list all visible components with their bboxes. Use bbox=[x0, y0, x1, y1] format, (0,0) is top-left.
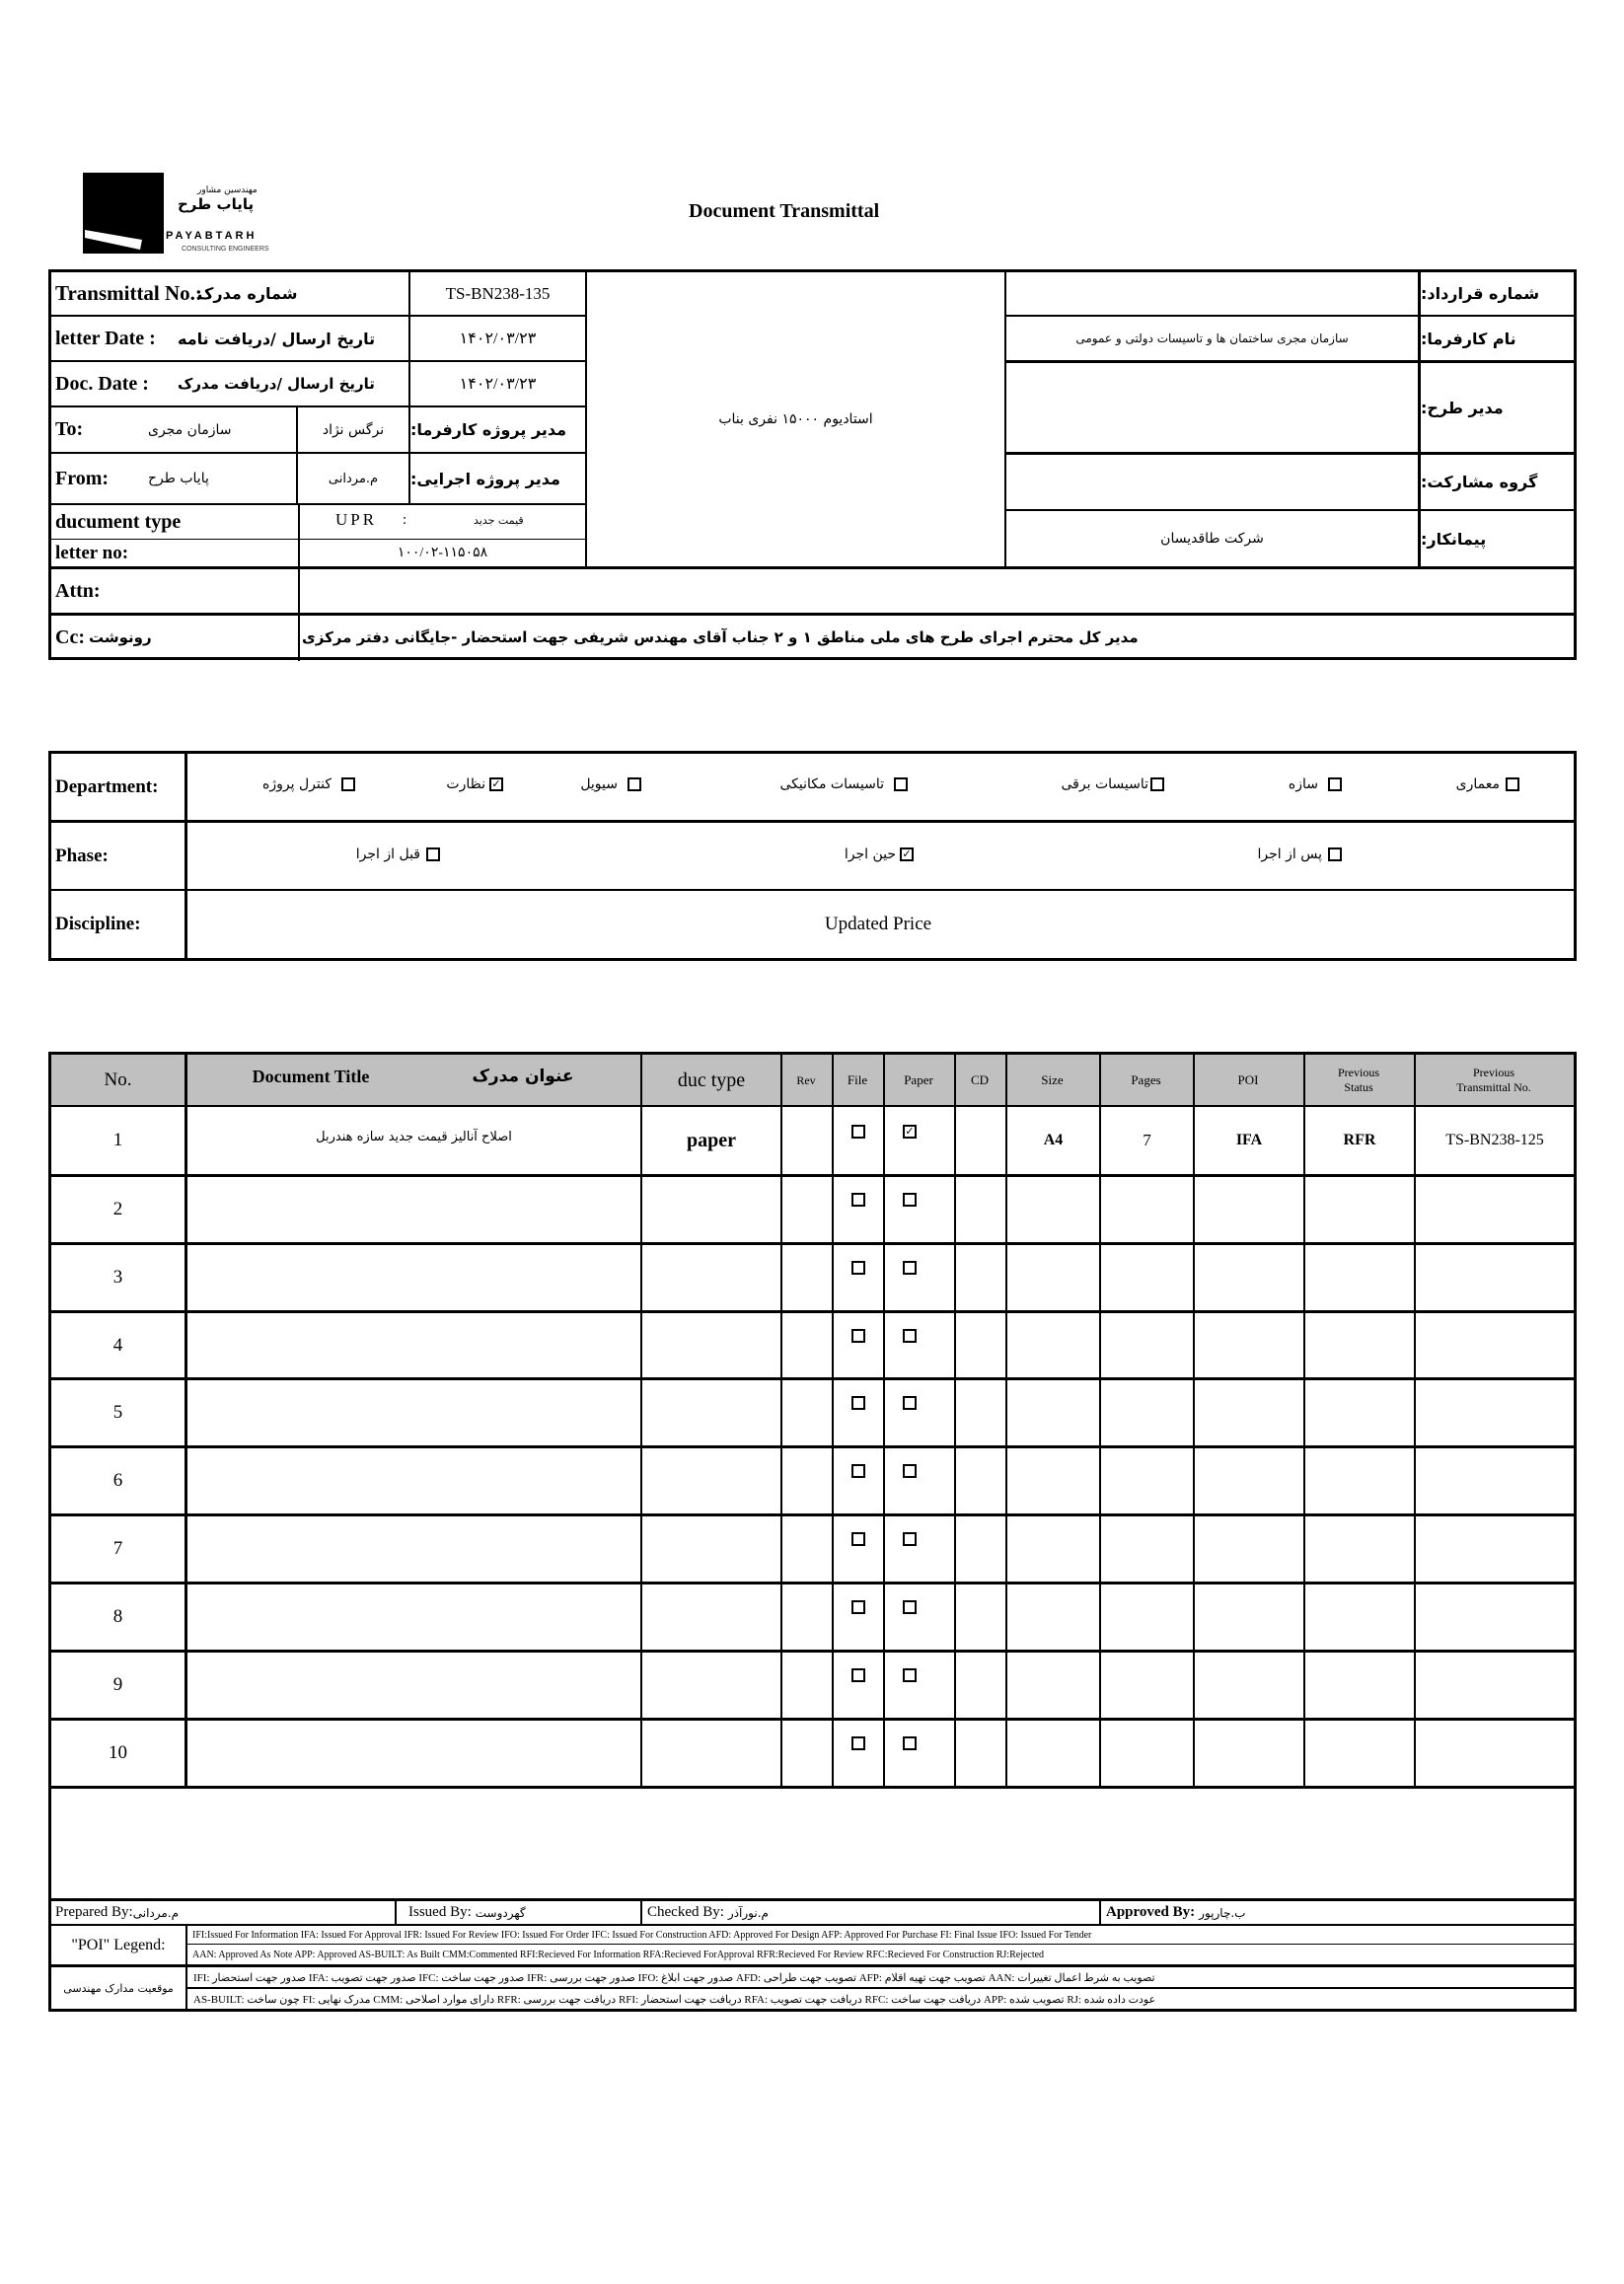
logo-mark-icon bbox=[83, 173, 164, 254]
checkbox-icon[interactable] bbox=[1328, 847, 1342, 861]
exec-pm-label: مدیر پروژه اجرایی: bbox=[410, 469, 560, 488]
logo-text-en-sub: CONSULTING ENGINEERS bbox=[182, 246, 269, 253]
row-1-prev-transmittal: TS-BN238-125 bbox=[1445, 1132, 1544, 1148]
department-option-supervision[interactable]: ✓ نظارت bbox=[434, 767, 503, 802]
discipline-label: Discipline: bbox=[55, 914, 141, 934]
phase-option-after[interactable]: پس از اجرا bbox=[1233, 837, 1342, 872]
contractor-label: پیمانکار: bbox=[1421, 529, 1487, 549]
checkbox-checked-icon[interactable]: ✓ bbox=[489, 777, 503, 791]
col-header-rev: Rev bbox=[796, 1072, 816, 1087]
col-header-duc-type: duc type bbox=[677, 1068, 746, 1091]
client-pm-name: نرگس نژاد bbox=[322, 421, 385, 438]
status-legend-label: موقعیت مدارک مهندسی bbox=[63, 1981, 174, 1995]
row-3-no: 3 bbox=[112, 1267, 123, 1288]
row-2-no: 2 bbox=[112, 1199, 123, 1219]
row-1-title: اصلاح آنالیز قیمت جدید سازه هندربل bbox=[316, 1129, 512, 1144]
contractor-value: شرکت طاقدیسان bbox=[1160, 531, 1264, 547]
logo-text-fa-small: مهندسین مشاور bbox=[197, 185, 258, 195]
documents-table-frame bbox=[48, 1052, 1577, 2012]
logo-text-en-name: PAYABTARH bbox=[166, 230, 258, 242]
checkbox-icon[interactable] bbox=[894, 777, 908, 791]
doc-type-label: ducument type bbox=[55, 510, 182, 533]
letter-date-label-fa: تاریخ ارسال /دریافت نامه bbox=[178, 329, 375, 348]
issued-by: Issued By: گهردوست bbox=[408, 1904, 526, 1920]
department-option-structure[interactable]: سازه bbox=[1263, 767, 1342, 802]
col-header-prev-transmittal: Previous Transmittal No. bbox=[1456, 1066, 1531, 1094]
discipline-value: Updated Price bbox=[824, 914, 932, 934]
project-name: استادیوم ۱۵۰۰۰ نفری بناب bbox=[718, 411, 873, 427]
checkbox-checked-icon[interactable]: ✓ bbox=[900, 847, 914, 861]
col-header-size: Size bbox=[1041, 1072, 1064, 1087]
transmittal-no-label-fa: شماره مدرک bbox=[197, 284, 298, 303]
checkbox-checked-icon[interactable]: ✓ bbox=[903, 1125, 917, 1139]
cc-value: مدیر کل محترم اجرای طرح های ملی مناطق ۱ و ۲ جناب آقای مهندس شریفی جهت استحضار -جایگانی دفتر مرکزی bbox=[302, 628, 1139, 646]
col-header-pages: Pages bbox=[1131, 1072, 1161, 1087]
page-title: Document Transmittal bbox=[689, 200, 880, 222]
partnership-label: گروه مشارکت: bbox=[1421, 473, 1538, 491]
col-header-file: File bbox=[847, 1072, 868, 1087]
contract-no-label: شماره قرارداد: bbox=[1421, 284, 1540, 303]
exec-pm-name: م.مردانی bbox=[328, 471, 379, 486]
letter-no-label: letter no: bbox=[55, 542, 129, 563]
doc-type-code: UPR bbox=[335, 510, 378, 529]
attn-label: Attn: bbox=[55, 579, 101, 602]
contract-no-value bbox=[1006, 272, 1418, 315]
poi-legend-label: "POI" Legend: bbox=[71, 1936, 166, 1953]
plan-manager-label: مدیر طرح: bbox=[1421, 398, 1504, 417]
row-7-no: 7 bbox=[112, 1538, 123, 1559]
row-1-no: 1 bbox=[112, 1130, 123, 1150]
checkbox-icon[interactable] bbox=[426, 847, 440, 861]
doc-date-label-fa: تاریخ ارسال /دریافت مدرک bbox=[178, 375, 375, 393]
row-1-poi: IFA bbox=[1235, 1132, 1263, 1148]
row-1-size: A4 bbox=[1043, 1132, 1064, 1148]
phase-option-before[interactable]: قبل از اجرا bbox=[332, 837, 440, 872]
row-9-no: 9 bbox=[112, 1674, 123, 1695]
prepared-by: Prepared By: م.مردانی bbox=[55, 1904, 180, 1920]
department-option-civil[interactable]: سیویل bbox=[562, 767, 641, 802]
department-option-mechanical[interactable]: تاسیسات مکانیکی bbox=[740, 767, 908, 802]
poi-legend-line-1: IFI:Issued For Information IFA: Issued For Approval IFR: Issued For Review IFO: Issued For Order IFC: Issued For Construction AFD: Approved For Design AFP: Approved For Purchase FI: Final Issue IFO: Issued For Tender bbox=[192, 1929, 1092, 1941]
doc-type-fa: قیمت جدید bbox=[474, 513, 524, 527]
department-option-architecture[interactable]: معماری bbox=[1421, 767, 1519, 802]
letter-no-value: ۱۰۰/۰۲-۱۱۵۰۵۸ bbox=[397, 546, 488, 560]
row-10-no: 10 bbox=[109, 1742, 127, 1763]
from-value: پایاب طرح bbox=[148, 471, 209, 486]
partnership-value bbox=[1006, 455, 1418, 509]
row-1-duc-type: paper bbox=[687, 1129, 736, 1151]
col-header-prev-status: Previous Status bbox=[1338, 1066, 1379, 1094]
doc-type-separator: : bbox=[403, 511, 407, 528]
checkbox-icon[interactable] bbox=[1328, 777, 1342, 791]
status-legend-line-2: AS-BUILT: چون ساخت FI: مدرک نهایی CMM: دارای موارد اصلاحی RFR: دریافت جهت بررسی RFI: دریافت جهت استحضار RFA: دریافت جهت تصویب RFC: دریافت جهت ساخت APP: تصویب شده RJ: عودت داده شده bbox=[193, 1993, 1156, 2006]
row-4-no: 4 bbox=[112, 1335, 123, 1356]
cc-label: Cc: bbox=[55, 626, 85, 648]
col-header-title-en: Document Title bbox=[252, 1066, 370, 1086]
poi-legend-line-2: AAN: Approved As Note APP: Approved AS-BUILT: As Built CMM:Commented RFI:Recieved For Information RFA:Recieved ForApproval RFR:Recieved For Review RFC:Recieved For Construction RJ:Rejected bbox=[192, 1949, 1045, 1960]
letter-date-value: ۱۴۰۲/۰۳/۲۳ bbox=[459, 331, 537, 347]
col-header-cd: CD bbox=[970, 1072, 990, 1087]
status-legend-line-1: IFI: صدور جهت استحضار IFA: صدور جهت تصویب IFC: صدور جهت ساخت IFR: صدور جهت بررسی IFO: صدور جهت ابلاغ AFD: تصویب جهت طراحی AFP: تصویب جهت تهیه اقلام AAN: تصویب به شرط اعمال تغییرات bbox=[193, 1971, 1155, 1984]
transmittal-no-value: TS-BN238-135 bbox=[445, 283, 551, 303]
checkbox-icon[interactable] bbox=[1150, 777, 1164, 791]
row-8-no: 8 bbox=[112, 1606, 123, 1627]
letter-date-label: letter Date : bbox=[55, 327, 156, 349]
transmittal-no-label: Transmittal No.: bbox=[55, 281, 202, 305]
checked-by: Checked By: م.نورآذر bbox=[647, 1904, 769, 1920]
logo-text-fa-name: پایاب طرح bbox=[178, 195, 255, 213]
employer-label: نام کارفرما: bbox=[1421, 329, 1516, 348]
employer-value: سازمان مجری ساختمان ها و تاسیسات دولتی و عمومی bbox=[1075, 332, 1349, 345]
doc-date-label: Doc. Date : bbox=[55, 372, 149, 395]
row-1-pages: 7 bbox=[1143, 1131, 1151, 1149]
checkbox-icon[interactable] bbox=[627, 777, 641, 791]
company-logo bbox=[83, 173, 164, 254]
col-header-title-fa: عنوان مدرک bbox=[472, 1067, 574, 1086]
col-header-poi: POI bbox=[1237, 1072, 1259, 1087]
checkbox-icon[interactable] bbox=[1506, 777, 1519, 791]
row-5-no: 5 bbox=[112, 1402, 123, 1423]
col-header-no: No. bbox=[104, 1069, 132, 1090]
plan-manager-value bbox=[1006, 363, 1418, 452]
row-6-no: 6 bbox=[112, 1470, 123, 1491]
to-value: سازمان مجری bbox=[148, 421, 232, 438]
client-pm-label: مدیر پروژه کارفرما: bbox=[410, 420, 567, 439]
doc-date-value: ۱۴۰۲/۰۳/۲۳ bbox=[459, 376, 537, 393]
from-label: From: bbox=[55, 467, 110, 489]
approved-by: Approved By: ب.چارپور bbox=[1106, 1904, 1246, 1920]
department-label: Department: bbox=[55, 775, 159, 797]
attn-value bbox=[302, 569, 1575, 613]
cc-label-fa: رونوشت bbox=[88, 628, 152, 646]
to-label: To: bbox=[55, 418, 84, 440]
cc-label-cell bbox=[51, 616, 288, 659]
phase-label: Phase: bbox=[55, 845, 109, 866]
row-1-prev-status: RFR bbox=[1343, 1132, 1376, 1148]
department-option-electrical[interactable]: تاسیسات برقی bbox=[1026, 767, 1164, 802]
department-option-project-control[interactable]: کنترل پروژه bbox=[237, 767, 355, 802]
checkbox-icon[interactable] bbox=[341, 777, 355, 791]
phase-option-during[interactable]: ✓ حین اجرا bbox=[815, 837, 914, 872]
col-header-paper: Paper bbox=[904, 1072, 933, 1087]
